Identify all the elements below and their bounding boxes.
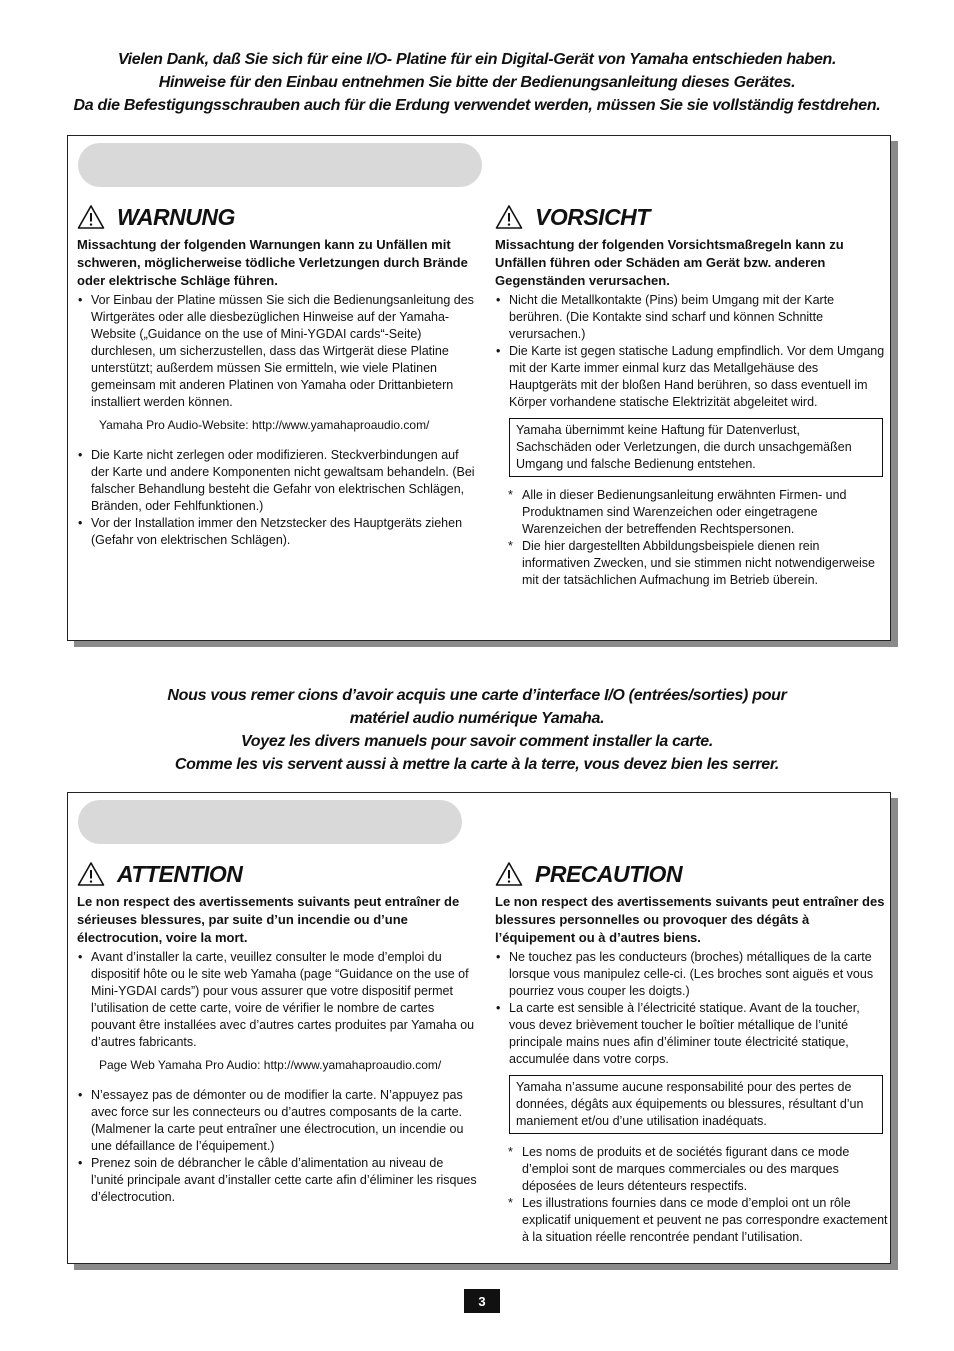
warning-body <box>77 893 477 1206</box>
list-item: • La carte est sensible à l’électricité statique. Avant de la toucher, vous devez brièvement toucher le boîtier métallique de l’unité principale mains nues afin d’éliminer toute électricité statique, accumulée dans votre corps. <box>495 1000 889 1068</box>
intro-line: Vielen Dank, daß Sie sich für eine I/O- Platine für ein Digital-Gerät von Yamaha entschieden haben. <box>117 51 837 68</box>
section-header-bar <box>78 800 462 844</box>
safety-panel-german <box>67 135 891 641</box>
list-item: • N’essayez pas de démonter ou de modifier la carte. N’appuyez pas avec force sur les connecteurs ou d’autres composants de la carte. (Malmener la carte peut entraîner une électrocution, un incendie ou une défaillance de l’équipement.) <box>77 1087 477 1155</box>
caution-lead: Missachtung der folgenden Vorsichtsmaßregeln kann zu Unfällen führen oder Schäden am Gerät bzw. anderen Gegenständen verursachen. <box>495 237 844 288</box>
footnote-item: * Les illustrations fournies dans ce mode d’emploi ont un rôle explicatif uniquement et peuvent ne pas correspondre exactement à la situation réelle rencontrée pendant l’utilisation. <box>495 1195 889 1246</box>
warning-list <box>77 949 477 1051</box>
liability-notice-box: Yamaha übernimmt keine Haftung für Datenverlust, Sachschäden oder Verletzungen, die durch unsachgemäßen Umgang und falsche Bedienung entstehen. <box>509 418 883 477</box>
warning-list <box>77 447 477 549</box>
list-item: • Die Karte ist gegen statische Ladung empfindlich. Vor dem Umgang mit der Karte immer einmal kurz das Metallgehäuse des Hauptgeräts mit der bloßen Hand berühren, so dass eventuell im Körper vorhandene statische Elektrizität abgeleitet wird. <box>495 343 889 411</box>
warning-heading <box>77 859 242 889</box>
section-header-bar <box>78 143 482 187</box>
footnote-item: * Alle in dieser Bedienungsanleitung erwähnten Firmen- und Produktnamen sind Warenzeichen oder eingetragene Warenzeichen der betreffenden Rechtspersonen. <box>495 487 889 538</box>
caution-heading <box>495 859 682 889</box>
list-item: • Nicht die Metallkontakte (Pins) beim Umgang mit der Karte berühren. (Die Kontakte sind scharf und können Schnitte verursachen.) <box>495 292 889 343</box>
website-url-line: Page Web Yamaha Pro Audio: http://www.yamahaproaudio.com/ <box>99 1058 442 1072</box>
list-item: • Vor der Installation immer den Netzstecker des Hauptgeräts ziehen (Gefahr von elektrischen Schlägen). <box>77 515 477 549</box>
liability-notice-box: Yamaha n’assume aucune responsabilité pour des pertes de données, dégâts aux équipements ou blessures, résultant d’un maniement et/ou d’une utilisation inadéquats. <box>509 1075 883 1134</box>
warning-heading <box>77 202 235 232</box>
warning-title: WARNUNG <box>117 203 235 230</box>
warning-title: ATTENTION <box>117 860 243 887</box>
warning-list <box>77 292 477 411</box>
list-item: • Ne touchez pas les conducteurs (broches) métalliques de la carte lorsque vous manipulez celle-ci. (Les broches sont aiguës et vous pourriez vous couper les doigts.) <box>495 949 889 1000</box>
caution-heading <box>495 202 650 232</box>
intro-line: Hinweise für den Einbau entnehmen Sie bitte der Bedienungsanleitung dieses Gerätes. <box>158 74 796 91</box>
intro-line: matériel audio numérique Yamaha. <box>349 710 605 727</box>
caution-body <box>495 236 889 589</box>
website-url-line: Yamaha Pro Audio-Website: http://www.yamahaproaudio.com/ <box>99 418 430 432</box>
caution-body <box>495 893 889 1246</box>
intro-french <box>60 684 894 776</box>
caution-lead: Le non respect des avertissements suivants peut entraîner des blessures personnelles ou provoquer des dégâts à l’équipement ou à d’autres biens. <box>495 894 885 945</box>
intro-german <box>60 48 894 117</box>
list-item: • Prenez soin de débrancher le câble d’alimentation au niveau de l’unité principale avant d’installer cette carte afin d’éliminer les risques d’électrocution. <box>77 1155 477 1206</box>
caution-list <box>495 949 889 1068</box>
page-number: 3 <box>464 1289 500 1313</box>
warning-lead: Le non respect des avertissements suivants peut entraîner de sérieuses blessures, par suite d’un incendie ou d’une électrocution, voire la mort. <box>77 894 460 945</box>
caution-list <box>495 292 889 411</box>
list-item: • Avant d’installer la carte, veuillez consulter le mode d’emploi du dispositif hôte ou le site web Yamaha (page “Guidance on the use of Mini-YGDAI cards”) pour vous assurer que votre dispositif permet l’utilisation de cette carte, voire de vérifier le nombre de cartes pouvant être installées avec d’autres cartes produites par Yamaha ou d’autres fabricants. <box>77 949 477 1051</box>
list-item: • Vor Einbau der Platine müssen Sie sich die Bedienungsanleitung des Wirtgerätes oder alle diesbezüglichen Hinweise auf der Yamaha-Website („Guidance on the use of Mini-YGDAI cards“-Seite) durchlesen, um sicherzustellen, dass das Wirtgerät diese Platine unterstützt; außerdem müssen Sie ermitteln, wie viele Platinen gemeinsam mit anderen Platinen von Yamaha oder Drittanbietern installiert werden können. <box>77 292 477 411</box>
intro-line: Comme les vis servent aussi à mettre la carte à la terre, vous devez bien les serrer. <box>174 756 780 773</box>
intro-line: Voyez les divers manuels pour savoir comment installer la carte. <box>241 733 713 750</box>
warning-triangle-icon <box>77 204 105 230</box>
warning-list <box>77 1087 477 1206</box>
footnote-item: * Les noms de produits et de sociétés figurant dans ce mode d’emploi sont de marques commerciales ou des marques déposées de leurs détenteurs respectifs. <box>495 1144 889 1195</box>
footnote-item: * Die hier dargestellten Abbildungsbeispiele dienen rein informativen Zwecken, und sie stimmen nicht notwendigerweise mit der tatsächlichen Aufmachung im Betrieb überein. <box>495 538 889 589</box>
safety-panel-french <box>67 792 891 1264</box>
warning-triangle-icon <box>77 861 105 887</box>
caution-title: VORSICHT <box>535 203 650 230</box>
warning-body <box>77 236 477 549</box>
intro-line: Nous vous remer cions d’avoir acquis une carte d’interface I/O (entrées/sorties) pour <box>167 687 787 704</box>
caution-title: PRECAUTION <box>535 860 683 887</box>
intro-line: Da die Befestigungsschrauben auch für die Erdung verwendet werden, müssen Sie sie vollständig festdrehen. <box>73 97 881 114</box>
warning-triangle-icon <box>495 204 523 230</box>
list-item: • Die Karte nicht zerlegen oder modifizieren. Steckverbindungen auf der Karte und andere Komponenten nicht gewaltsam behandeln. (Bei falscher Behandlung besteht die Gefahr von elektrischen Schlägen, Bränden, oder Fehlfunktionen.) <box>77 447 477 515</box>
warning-lead: Missachtung der folgenden Warnungen kann zu Unfällen mit schweren, möglicherweise tödliche Verletzungen durch Brände oder elektrische Schläge führen. <box>77 237 468 288</box>
footnote-list <box>495 1144 889 1246</box>
warning-triangle-icon <box>495 861 523 887</box>
footnote-list <box>495 487 889 589</box>
